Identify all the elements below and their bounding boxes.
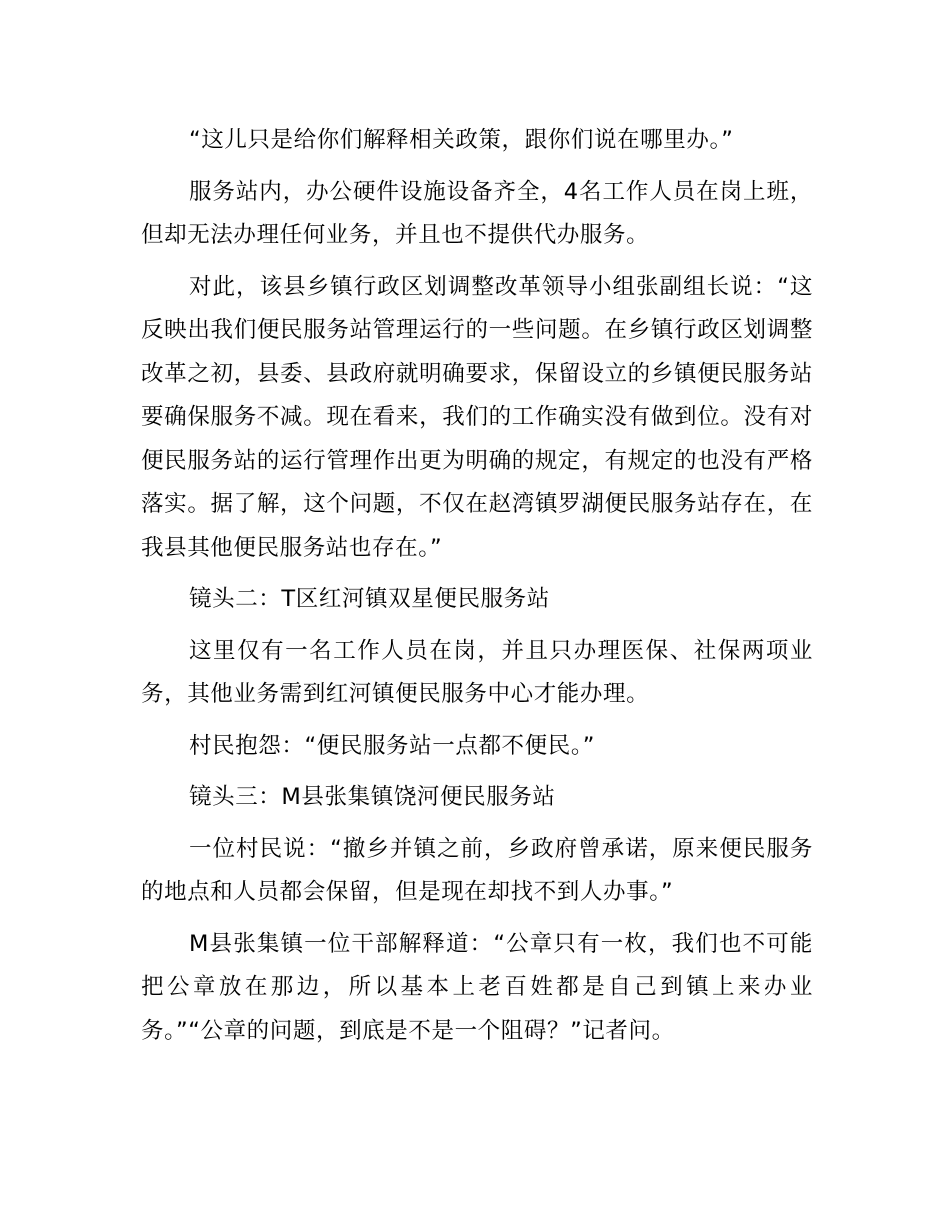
paragraph: 一位村民说：“撤乡并镇之前，乡政府曾承诺，原来便民服务的地点和人员都会保留，但是现在却找不到人办事。” [141, 835, 813, 905]
paragraph: 服务站内，办公硬件设施设备齐全，4名工作人员在岗上班，但却无法办理任何业务，并且也不提供代办服务。 [141, 178, 813, 248]
paragraph: 对此，该县乡镇行政区划调整改革领导小组张副组长说：“这反映出我们便民服务站管理运行的一些问题。在乡镇行政区划调整改革之初，县委、县政府就明确要求，保留设立的乡镇便民服务站要确保服务不减。现在看来，我们的工作确实没有做到位。没有对便民服务站的运行管理作出更为明确的规定，有规定的也没有严格落实。据了解，这个问题，不仅在赵湾镇罗湖便民服务站存在，在我县其他便民服务站也存在。” [141, 273, 813, 561]
section-heading: 镜头三：M县张集镇饶河便民服务站 [189, 784, 556, 810]
paragraph: “这儿只是给你们解释相关政策，跟你们说在哪里办。” [189, 127, 734, 153]
section-heading: 镜头二：T区红河镇双星便民服务站 [189, 586, 550, 612]
document-body [141, 119, 813, 1061]
paragraph: 村民抱怨：“便民服务站一点都不便民。” [189, 732, 595, 759]
paragraph: 这里仅有一名工作人员在岗，并且只办理医保、社保两项业务，其他业务需到红河镇便民服务中心才能办理。 [141, 637, 813, 707]
paragraph: M县张集镇一位干部解释道：“公章只有一枚，我们也不可能把公章放在那边，所以基本上老百姓都是自己到镇上来办业务。”“公章的问题，到底是不是一个阻碍？”记者问。 [141, 930, 813, 1044]
